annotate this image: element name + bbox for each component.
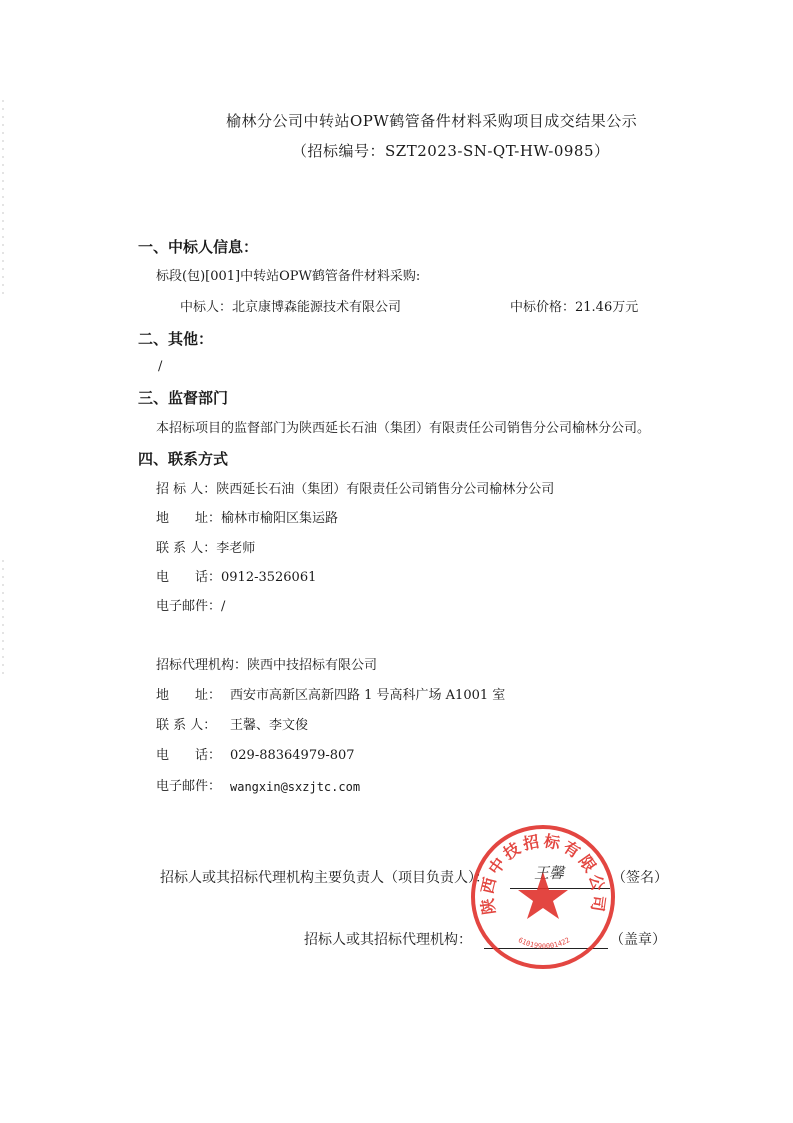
agency-contact-label: 联 系 人： <box>156 718 217 733</box>
stamp-suffix: （盖章） <box>610 932 666 948</box>
document-title: 榆林分公司中转站OPW鹤管备件材料采购项目成交结果公示 <box>226 112 638 130</box>
tenderer-address: 地 址：榆林市榆阳区集运路 <box>156 511 339 526</box>
tenderer-email: 电子邮件：/ <box>156 599 226 614</box>
tenderer-contact: 联 系 人：李老师 <box>156 541 256 556</box>
tender-number: （招标编号：SZT2023-SN-QT-HW-0985） <box>292 142 610 160</box>
scan-margin-marks <box>0 0 8 1123</box>
section-4-heading: 四、联系方式 <box>138 450 229 468</box>
seal-star-icon <box>518 872 568 919</box>
winning-bidder: 中标人：北京康博森能源技术有限公司 <box>180 300 402 315</box>
lot-info: 标段(包)[001]中转站OPW鹤管备件材料采购: <box>156 269 421 284</box>
section-3-heading: 三、监督部门 <box>138 389 229 407</box>
handwritten-signature: 王馨 <box>534 864 565 882</box>
seal-text: 陕西中技招标有限公司 <box>477 831 609 916</box>
agency-email: wangxin@sxzjtc.com <box>230 780 361 794</box>
agency-address-label: 地 址： <box>156 688 222 703</box>
other-info: / <box>158 359 163 374</box>
agency-contact: 王馨、李文俊 <box>230 718 309 733</box>
agency-email-label: 电子邮件： <box>156 779 222 794</box>
signature-suffix: （签名） <box>612 870 668 886</box>
agency-name: 招标代理机构：陕西中技招标有限公司 <box>156 658 378 673</box>
supervision-text: 本招标项目的监督部门为陕西延长石油（集团）有限责任公司销售分公司榆林分公司。 <box>156 421 651 436</box>
official-seal <box>468 822 618 972</box>
agency-phone: 029-88364979-807 <box>230 748 355 763</box>
section-2-heading: 二、其他： <box>138 330 214 348</box>
stamp-label: 招标人或其招标代理机构： <box>304 932 472 948</box>
svg-text:6101990001422 <box>517 936 571 950</box>
agency-phone-label: 电 话： <box>156 748 222 763</box>
winning-price: 中标价格：21.46万元 <box>510 300 639 315</box>
signatory-label: 招标人或其招标代理机构主要负责人（项目负责人）： <box>160 870 489 886</box>
seal-number: 6101990001422 <box>516 936 572 951</box>
section-1-heading: 一、中标人信息： <box>138 238 259 256</box>
tenderer-phone: 电 话：0912-3526061 <box>156 570 317 585</box>
tenderer-name: 招 标 人：陕西延长石油（集团）有限责任公司销售分公司榆林分公司 <box>156 482 555 497</box>
agency-address: 西安市高新区高新四路 1 号高科广场 A1001 室 <box>230 688 506 703</box>
